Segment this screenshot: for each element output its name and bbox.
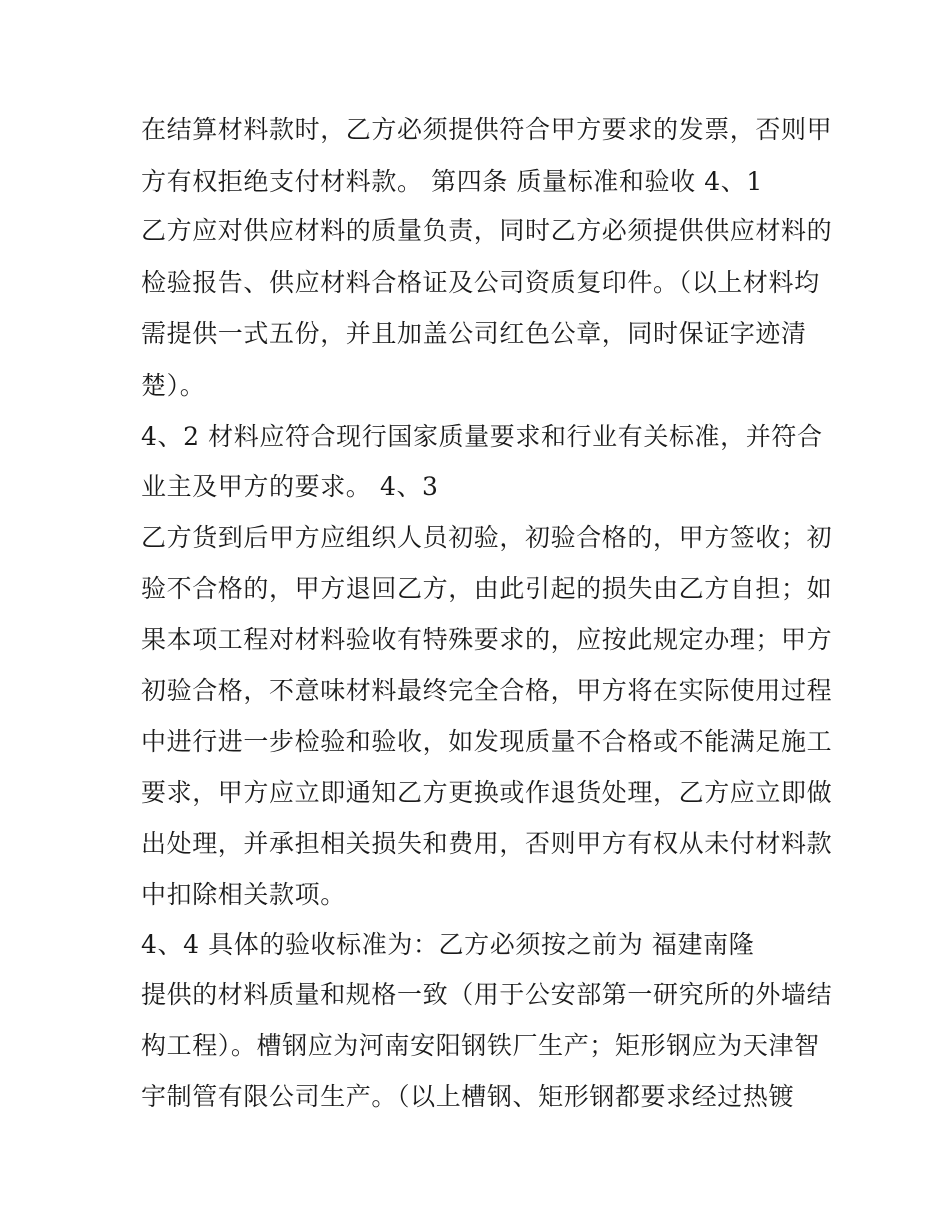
text-line: 乙方应对供应材料的质量负责，同时乙方必须提供供应材料的 xyxy=(141,216,833,245)
text-line: 出处理，并承担相关损失和费用，否则甲方有权从未付材料款 xyxy=(141,829,833,858)
text-line: 方有权拒绝支付材料款。 第四条 质量标准和验收 4、1 xyxy=(141,167,763,196)
text-line: 构工程）。槽钢应为河南安阳钢铁厂生产；矩形钢应为天津智 xyxy=(141,1031,820,1060)
text-line: 果本项工程对材料验收有特殊要求的，应按此规定办理；甲方 xyxy=(141,625,833,654)
text-line: 要求，甲方应立即通知乙方更换或作退货处理，乙方应立即做 xyxy=(141,778,833,807)
text-line: 初验合格，不意味材料最终完全合格，甲方将在实际使用过程 xyxy=(141,676,833,705)
text-line: 4、2 材料应符合现行国家质量要求和行业有关标准，并符合 xyxy=(141,422,823,451)
text-line: 验不合格的，甲方退回乙方，由此引起的损失由乙方自担；如 xyxy=(141,574,833,603)
text-line: 楚）。 xyxy=(141,371,206,400)
text-line: 在结算材料款时，乙方必须提供符合甲方要求的发票，否则甲 xyxy=(141,115,833,144)
text-line: 业主及甲方的要求。 4、3 xyxy=(141,472,439,501)
text-line: 中扣除相关款项。 xyxy=(141,880,346,909)
text-line: 乙方货到后甲方应组织人员初验，初验合格的，甲方签收；初 xyxy=(141,523,833,552)
text-line: 4、4 具体的验收标准为：乙方必须按之前为 福建南隆 xyxy=(141,930,755,959)
text-line: 需提供一式五份，并且加盖公司红色公章，同时保证字迹清 xyxy=(141,319,807,348)
text-line: 检验报告、供应材料合格证及公司资质复印件。（以上材料均 xyxy=(141,268,820,297)
text-line: 提供的材料质量和规格一致（用于公安部第一研究所的外墙结 xyxy=(141,980,833,1009)
text-line: 宇制管有限公司生产。（以上槽钢、矩形钢都要求经过热镀 xyxy=(141,1082,795,1111)
text-line: 中进行进一步检验和验收，如发现质量不合格或不能满足施工 xyxy=(141,727,833,756)
